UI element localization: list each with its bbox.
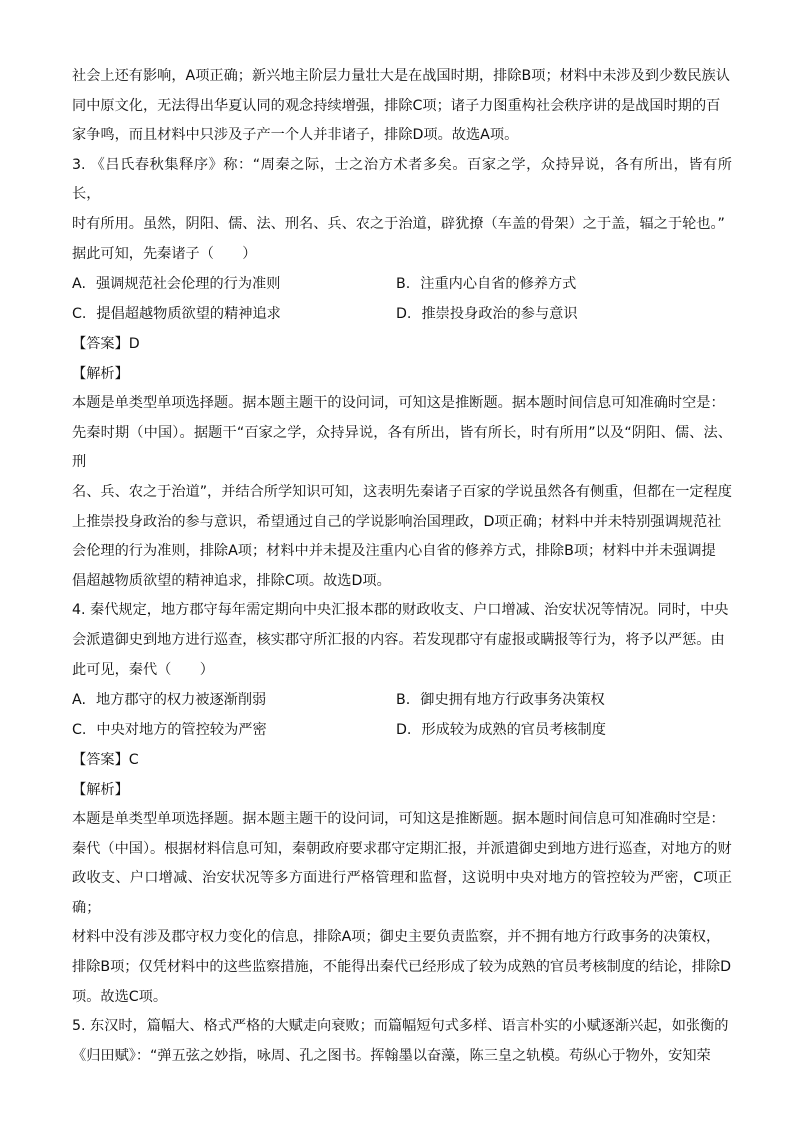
question-stem-line: 4. 秦代规定，地方郡守每年需定期向中央汇报本郡的财政收支、户口增减、治安状况等情况。同时，中央 [72,602,729,619]
option-text: 提倡超越物质欲望的精神追求 [96,306,281,323]
answer-line: 【答案】C [72,752,139,769]
options-row [72,299,732,329]
option-text: 注重内心自省的修养方式 [420,276,577,293]
analysis-line: 名、兵、农之于治道”，并结合所学知识可知，这表明先秦诸子百家的学说虽然各有侧重，但都在一定程度 [72,483,732,500]
question-3 [72,151,732,597]
question-stem-line: 会派遣御史到地方进行巡查，核实郡守所汇报的内容。若发现郡守有虚报或瞒报等行为，将予以严惩。由 [72,631,725,648]
analysis-label: 【解析】 [72,366,129,383]
question-stem-line: 此可见，秦代（ ） [72,661,214,678]
question-stem-line: 时有所用。虽然，阴阳、儒、法、刑名、兵、农之于治道，辟犹撩（车盖的骨架）之于盖，辐之于轮也。” [72,215,725,232]
option-b [396,685,720,715]
analysis-label: 【解析】 [72,782,129,799]
option-text: 形成较为成熟的官员考核制度 [421,722,606,739]
question-stem-line: 据此可知，先秦诸子（ ） [72,245,257,262]
option-letter: A. [72,692,86,709]
text-line: 同中原文化，无法得出华夏认同的观念持续增强，排除C项；诸子力图重构社会秩序讲的是战国时期的百 [72,97,721,114]
analysis-line: 项。故选C项。 [72,988,168,1005]
option-letter: D. [396,722,412,739]
option-a [72,685,396,715]
analysis-line: 会伦理的行为准则，排除A项；材料中并未提及注重内心自省的修养方式，排除B项；材料中并未强调提 [72,543,716,560]
option-c [72,715,396,745]
option-a [72,269,396,299]
question-stem-line: 3. 《吕氏春秋集释序》称：“周秦之际，士之治方术者多矣。百家之学，众持异说，各有所出，皆有所长， [72,156,732,203]
question-5 [72,1012,732,1071]
analysis-line: 先秦时期（中国）。据题干“百家之学，众持异说，各有所出，皆有所长，时有所用”以及“阴阳、儒、法、刑 [72,424,732,471]
option-letter: B. [396,276,411,293]
analysis-line: 排除B项；仅凭材料中的这些监察措施，不能得出秦代已经形成了较为成熟的官员考核制度的结论，排除D [72,959,732,976]
question-4 [72,596,732,1012]
option-d [396,715,720,745]
option-text: 强调规范社会伦理的行为准则 [95,276,281,293]
document-page [72,62,732,1071]
option-text: 御史拥有地方行政事务决策权 [420,692,605,709]
option-letter: C. [72,722,87,739]
options-row [72,715,732,745]
text-line: 家争鸣，而且材料中只涉及子产一个人并非诸子，排除D项。故选A项。 [72,127,519,144]
question-stem-line: 《归田赋》：“弹五弦之妙指，咏周、孔之图书。挥翰墨以奋藻，陈三皇之轨模。苟纵心于物外，安知荣 [72,1047,711,1064]
option-text: 地方郡守的权力被逐渐削弱 [95,692,267,709]
option-d [396,299,720,329]
question-stem-line: 5. 东汉时，篇幅大、格式严格的大赋走向衰败；而篇幅短句式多样、语言朴实的小赋逐渐兴起，如张衡的 [72,1018,729,1035]
option-text: 中央对地方的管控较为严密 [96,722,267,739]
option-text: 推崇投身政治的参与意识 [421,306,578,323]
analysis-line: 本题是单类型单项选择题。据本题主题干的设问词，可知这是推断题。据本题时间信息可知准确时空是： [72,395,725,412]
option-c [72,299,396,329]
analysis-line: 材料中没有涉及郡守权力变化的信息，排除A项；御史主要负责监察，并不拥有地方行政事务的决策权， [72,929,721,946]
analysis-line: 政收支、户口增减、治安状况等多方面进行严格管理和监督，这说明中央对地方的管控较为严密，C项正确； [72,870,732,916]
option-letter: C. [72,306,87,323]
previous-analysis-continuation [72,62,732,151]
analysis-line: 本题是单类型单项选择题。据本题主题干的设问词，可知这是推断题。据本题时间信息可知准确时空是： [72,811,725,828]
text-line: 社会上还有影响，A项正确；新兴地主阶层力量壮大是在战国时期，排除B项；材料中未涉及到少数民族认 [72,68,730,84]
option-letter: B. [396,692,411,709]
options-row [72,685,732,715]
answer-line: 【答案】D [72,336,140,353]
analysis-line: 倡超越物质欲望的精神追求，排除C项。故选D项。 [72,572,391,589]
option-letter: A. [72,276,86,293]
analysis-line: 上推崇投身政治的参与意识，希望通过自己的学说影响治国理政，D项正确；材料中并未特别强调规范社 [72,513,722,530]
option-letter: D. [396,306,412,323]
analysis-line: 秦代（中国）。根据材料信息可知，秦朝政府要求郡守定期汇报，并派遣御史到地方进行巡查，对地方的财 [72,840,732,857]
options-row [72,269,732,299]
option-b [396,269,720,299]
